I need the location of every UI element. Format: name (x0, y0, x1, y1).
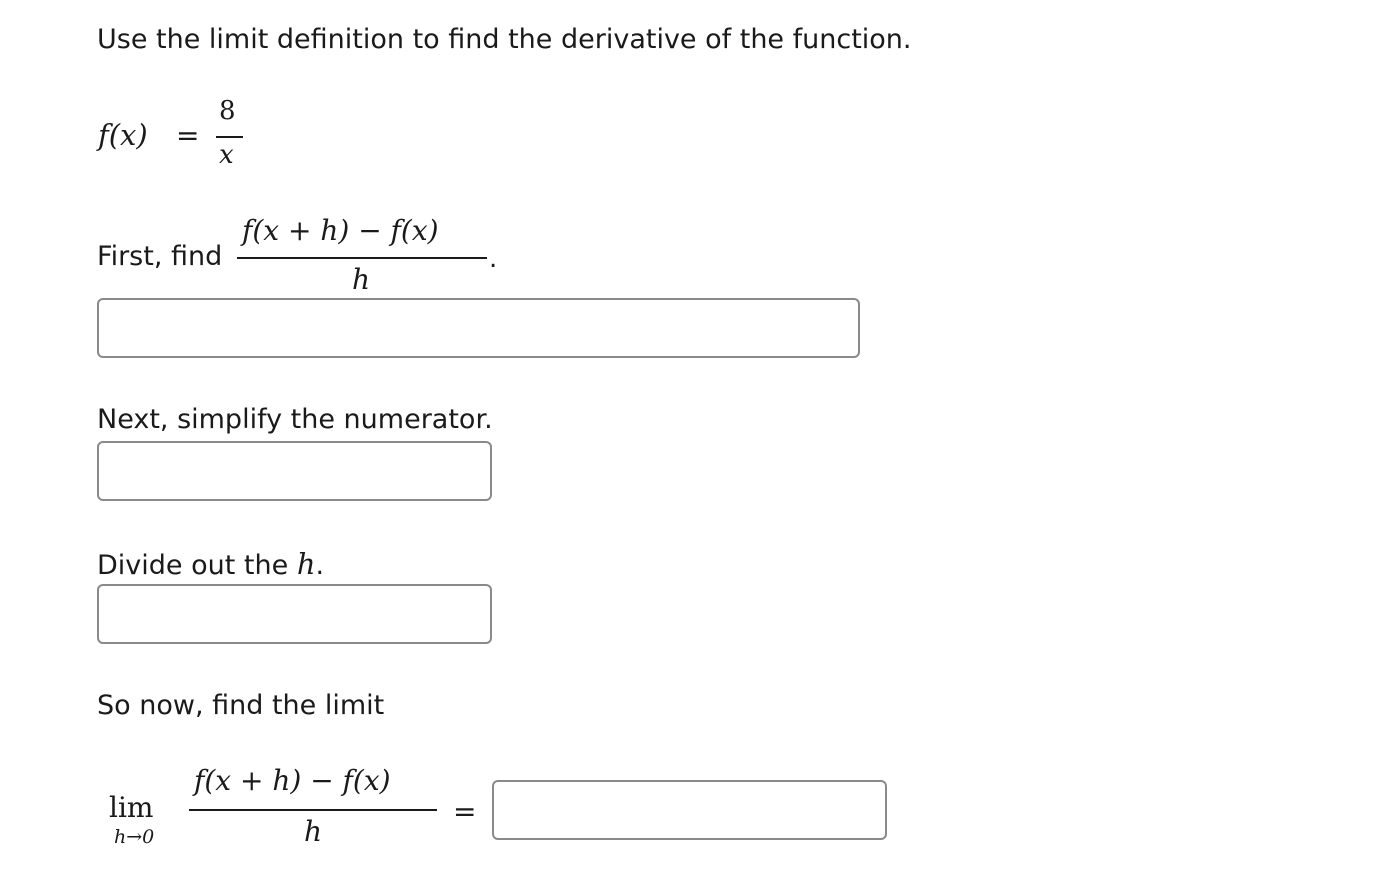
step4-answer-input[interactable] (492, 780, 887, 840)
limit-fraction-bar (189, 809, 437, 811)
limit-subscript: h→0 (114, 826, 155, 848)
function-denominator: x (219, 140, 234, 170)
step1-fraction-bar (237, 257, 487, 259)
step2-answer-input[interactable] (97, 441, 492, 501)
step1-label: First, find (97, 241, 223, 272)
step1-period: . (489, 244, 498, 274)
function-numerator: 8 (219, 96, 236, 126)
function-equals: = (176, 119, 200, 152)
limit-operator: lim (109, 791, 154, 824)
step1-denominator: h (352, 263, 371, 296)
instruction-text: Use the limit definition to find the derivative of the function. (97, 24, 912, 55)
limit-equals: = (453, 795, 477, 828)
step2-label: Next, simplify the numerator. (97, 404, 493, 435)
step1-answer-input[interactable] (97, 298, 860, 358)
limit-denominator: h (304, 815, 323, 848)
step3-answer-input[interactable] (97, 584, 492, 644)
function-fraction-bar (216, 136, 243, 138)
step1-numerator: f(x + h) − f(x) (242, 214, 439, 247)
step3-label-suffix: . (315, 550, 325, 581)
limit-numerator: f(x + h) − f(x) (194, 764, 391, 797)
step3-variable: h (296, 547, 316, 581)
step3-label (97, 547, 324, 582)
function-lhs: f(x) (98, 118, 148, 152)
step3-label-prefix: Divide out the (97, 550, 289, 581)
step4-label: So now, find the limit (97, 690, 385, 721)
